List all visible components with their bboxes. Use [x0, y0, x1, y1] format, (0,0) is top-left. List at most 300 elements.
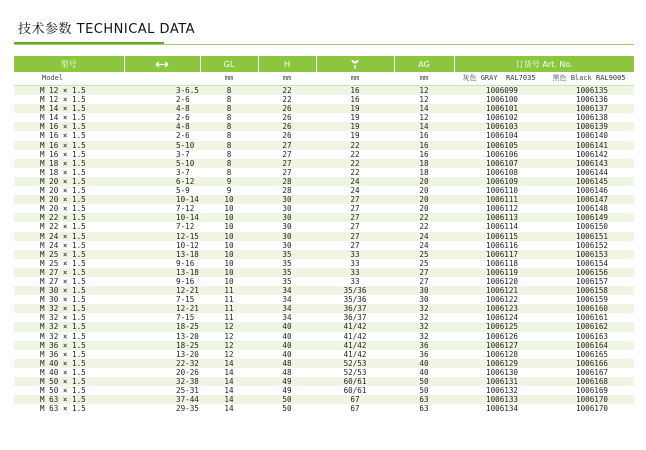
cell-gl: 11: [200, 313, 258, 322]
cell-gl: 8: [200, 95, 258, 104]
cell-model: M 32 × 1.5: [14, 322, 124, 331]
cell-model: M 50 × 1.5: [14, 386, 124, 395]
cell-model: M 24 × 1.5: [14, 241, 124, 250]
cell-art-gray: 1006111: [454, 195, 544, 204]
cell-art-black: 1006151: [544, 232, 634, 241]
table-row: [14, 86, 634, 96]
cell-model: M 30 × 1.5: [14, 286, 124, 295]
cell-h: 49: [258, 386, 316, 395]
cell-model: M 22 × 1.5: [14, 213, 124, 222]
cell-art-black: 1006136: [544, 95, 634, 104]
cell-model: M 14 × 1.5: [14, 104, 124, 113]
table-row: [14, 295, 634, 304]
cell-art-black: 1006159: [544, 295, 634, 304]
cell-ag: 14: [394, 122, 454, 131]
cell-ag: 50: [394, 386, 454, 395]
cell-h: 49: [258, 377, 316, 386]
cell-art-black: 1006146: [544, 186, 634, 195]
cell-h: 30: [258, 213, 316, 222]
cell-gl: 9: [200, 177, 258, 186]
cell-art-gray: 1006133: [454, 395, 544, 404]
cell-h: 40: [258, 350, 316, 359]
cell-art-black: 1006168: [544, 377, 634, 386]
cell-h: 35: [258, 277, 316, 286]
cell-ag: 30: [394, 286, 454, 295]
cell-art-gray: 1006122: [454, 295, 544, 304]
cell-model: M 20 × 1.5: [14, 177, 124, 186]
cell-sw: 24: [316, 177, 394, 186]
cell-h: 27: [258, 150, 316, 159]
cell-h: 35: [258, 250, 316, 259]
cell-art-gray: 1006123: [454, 304, 544, 313]
cell-ag: 24: [394, 241, 454, 250]
cell-art-gray: 1006106: [454, 150, 544, 159]
cell-ag: 27: [394, 268, 454, 277]
cell-range: 18-25: [124, 341, 200, 350]
cell-sw: 36/37: [316, 304, 394, 313]
table-row: [14, 241, 634, 250]
cell-sw: 60/61: [316, 377, 394, 386]
cell-model: M 27 × 1.5: [14, 277, 124, 286]
cell-range: 7-12: [124, 222, 200, 231]
table-row: [14, 213, 634, 222]
cell-art-black: 1006142: [544, 150, 634, 159]
cell-sw: 33: [316, 268, 394, 277]
cell-ag: 22: [394, 222, 454, 231]
cell-art-black: 1006137: [544, 104, 634, 113]
cell-ag: 27: [394, 277, 454, 286]
cell-h: 22: [258, 95, 316, 104]
cell-art-gray: 1006102: [454, 113, 544, 122]
cell-art-black: 1006154: [544, 259, 634, 268]
cell-sw: 41/42: [316, 341, 394, 350]
cell-range: 4-8: [124, 122, 200, 131]
cell-h: 50: [258, 395, 316, 404]
cell-gl: 8: [200, 104, 258, 113]
table-row: [14, 368, 634, 377]
cell-art-gray: 1006127: [454, 341, 544, 350]
cell-h: 30: [258, 204, 316, 213]
cell-range: 5-9: [124, 186, 200, 195]
header-model: 型号: [14, 56, 124, 72]
cell-gl: 11: [200, 304, 258, 313]
cell-gl: 10: [200, 250, 258, 259]
cell-ag: 25: [394, 259, 454, 268]
cell-range: 37-44: [124, 395, 200, 404]
cell-art-black: 1006170: [544, 404, 634, 413]
cell-range: 29-35: [124, 404, 200, 413]
cell-h: 22: [258, 86, 316, 96]
cell-ag: 32: [394, 304, 454, 313]
cell-range: 13-20: [124, 350, 200, 359]
header-gl: GL: [200, 56, 258, 72]
table-row: [14, 322, 634, 331]
cell-model: M 25 × 1.5: [14, 259, 124, 268]
table-row: [14, 186, 634, 195]
cell-range: 10-14: [124, 195, 200, 204]
cell-h: 28: [258, 186, 316, 195]
technical-data-table: [14, 56, 634, 413]
cell-gl: 12: [200, 332, 258, 341]
cell-range: 13-18: [124, 250, 200, 259]
table-row: [14, 141, 634, 150]
cell-art-gray: 1006113: [454, 213, 544, 222]
cell-sw: 67: [316, 395, 394, 404]
cell-h: 26: [258, 122, 316, 131]
cell-art-gray: 1006103: [454, 122, 544, 131]
cell-model: M 40 × 1.5: [14, 368, 124, 377]
cell-model: M 63 × 1.5: [14, 395, 124, 404]
cell-model: M 25 × 1.5: [14, 250, 124, 259]
cell-art-black: 1006149: [544, 213, 634, 222]
cell-sw: 19: [316, 104, 394, 113]
black-label: 黑色 Black: [552, 73, 592, 82]
cell-art-black: 1006145: [544, 177, 634, 186]
cell-h: 50: [258, 404, 316, 413]
cell-range: 6-12: [124, 177, 200, 186]
cell-sw: 60/61: [316, 386, 394, 395]
cell-art-black: 1006148: [544, 204, 634, 213]
cell-sw: 33: [316, 259, 394, 268]
cell-gl: 14: [200, 386, 258, 395]
table-row: [14, 395, 634, 404]
cell-art-gray: 1006128: [454, 350, 544, 359]
cell-ag: 12: [394, 86, 454, 96]
unit-row: [14, 72, 634, 86]
cell-gl: 11: [200, 295, 258, 304]
cell-art-gray: 1006130: [454, 368, 544, 377]
cell-sw: 22: [316, 168, 394, 177]
cell-range: 3-6.5: [124, 86, 200, 96]
cell-gl: 14: [200, 359, 258, 368]
cell-gl: 8: [200, 141, 258, 150]
table-row: [14, 268, 634, 277]
cell-range: 9-16: [124, 277, 200, 286]
cell-h: 40: [258, 332, 316, 341]
cell-h: 48: [258, 359, 316, 368]
table-row: [14, 332, 634, 341]
cell-art-gray: 1006134: [454, 404, 544, 413]
cell-gl: 8: [200, 86, 258, 96]
cell-ag: 12: [394, 113, 454, 122]
cell-art-gray: 1006109: [454, 177, 544, 186]
cell-h: 30: [258, 195, 316, 204]
cell-sw: 33: [316, 277, 394, 286]
cell-h: 48: [258, 368, 316, 377]
cell-gl: 12: [200, 322, 258, 331]
table-row: [14, 150, 634, 159]
cell-art-gray: 1006099: [454, 86, 544, 96]
cell-ag: 16: [394, 131, 454, 140]
cell-model: M 32 × 1.5: [14, 313, 124, 322]
cell-h: 40: [258, 341, 316, 350]
cell-art-black: 1006167: [544, 368, 634, 377]
cell-sw: 16: [316, 95, 394, 104]
table-row: [14, 277, 634, 286]
cell-ag: 14: [394, 104, 454, 113]
cell-h: 30: [258, 222, 316, 231]
cell-gl: 10: [200, 241, 258, 250]
cell-gl: 10: [200, 222, 258, 231]
cell-art-gray: 1006115: [454, 232, 544, 241]
cell-gl: 8: [200, 159, 258, 168]
table-row: [14, 232, 634, 241]
cell-ag: 40: [394, 359, 454, 368]
cell-range: 2-6: [124, 113, 200, 122]
cell-ag: 12: [394, 95, 454, 104]
cell-art-black: 1006160: [544, 304, 634, 313]
cell-h: 26: [258, 104, 316, 113]
cell-model: M 63 × 1.5: [14, 404, 124, 413]
cell-sw: 24: [316, 186, 394, 195]
cell-h: 26: [258, 131, 316, 140]
table-row: [14, 222, 634, 231]
cell-ag: 36: [394, 350, 454, 359]
cell-h: 40: [258, 322, 316, 331]
cell-art-black: 1006138: [544, 113, 634, 122]
unit-gray: [454, 72, 544, 86]
table-row: [14, 168, 634, 177]
table-row: [14, 95, 634, 104]
cell-gl: 10: [200, 232, 258, 241]
cell-h: 28: [258, 177, 316, 186]
cell-sw: 41/42: [316, 350, 394, 359]
cell-art-black: 1006156: [544, 268, 634, 277]
cell-art-black: 1006143: [544, 159, 634, 168]
cell-range: 5-10: [124, 141, 200, 150]
cell-h: 34: [258, 304, 316, 313]
cell-h: 35: [258, 268, 316, 277]
cell-sw: 27: [316, 232, 394, 241]
cell-ag: 16: [394, 141, 454, 150]
cell-h: 30: [258, 232, 316, 241]
cell-art-black: 1006161: [544, 313, 634, 322]
cell-range: 7-15: [124, 295, 200, 304]
cell-ag: 25: [394, 250, 454, 259]
unit-h: mm: [258, 72, 316, 86]
cell-gl: 14: [200, 395, 258, 404]
cell-range: 12-21: [124, 304, 200, 313]
cell-art-gray: 1006124: [454, 313, 544, 322]
cell-sw: 19: [316, 131, 394, 140]
table-row: [14, 304, 634, 313]
cell-model: M 20 × 1.5: [14, 195, 124, 204]
cell-h: 34: [258, 295, 316, 304]
cell-art-gray: 1006107: [454, 159, 544, 168]
cell-ag: 40: [394, 368, 454, 377]
cell-art-gray: 1006120: [454, 277, 544, 286]
cell-h: 27: [258, 168, 316, 177]
cell-art-black: 1006153: [544, 250, 634, 259]
cell-art-gray: 1006108: [454, 168, 544, 177]
cell-range: 7-12: [124, 204, 200, 213]
table-row: [14, 195, 634, 204]
cell-art-black: 1006157: [544, 277, 634, 286]
cell-art-black: 1006140: [544, 131, 634, 140]
table-row: [14, 341, 634, 350]
cell-sw: 27: [316, 195, 394, 204]
cell-model: M 32 × 1.5: [14, 332, 124, 341]
cell-sw: 27: [316, 204, 394, 213]
cell-art-gray: 1006132: [454, 386, 544, 395]
cell-art-black: 1006164: [544, 341, 634, 350]
cell-art-black: 1006162: [544, 322, 634, 331]
cell-art-black: 1006139: [544, 122, 634, 131]
gray-label: 灰色 GRAY: [462, 73, 498, 82]
cell-gl: 10: [200, 268, 258, 277]
table-row: [14, 286, 634, 295]
cell-sw: 22: [316, 150, 394, 159]
wrench-icon: [350, 59, 360, 70]
unit-ag: mm: [394, 72, 454, 86]
cell-art-gray: 1006129: [454, 359, 544, 368]
cell-gl: 8: [200, 168, 258, 177]
cell-gl: 9: [200, 186, 258, 195]
cell-ag: 32: [394, 322, 454, 331]
cell-model: M 24 × 1.5: [14, 232, 124, 241]
cell-range: 10-12: [124, 241, 200, 250]
cell-art-gray: 1006119: [454, 268, 544, 277]
cell-range: 25-31: [124, 386, 200, 395]
cell-sw: 27: [316, 222, 394, 231]
cell-model: M 20 × 1.5: [14, 186, 124, 195]
cell-h: 26: [258, 113, 316, 122]
unit-sw: mm: [316, 72, 394, 86]
cell-art-gray: 1006116: [454, 241, 544, 250]
cell-model: M 18 × 1.5: [14, 159, 124, 168]
cell-sw: 35/36: [316, 295, 394, 304]
cell-sw: 27: [316, 213, 394, 222]
cell-ag: 32: [394, 313, 454, 322]
table-row: [14, 377, 634, 386]
cell-sw: 22: [316, 141, 394, 150]
cell-range: 32-38: [124, 377, 200, 386]
cell-h: 34: [258, 313, 316, 322]
cell-sw: 52/53: [316, 359, 394, 368]
cell-gl: 10: [200, 213, 258, 222]
cell-ag: 24: [394, 232, 454, 241]
cell-gl: 14: [200, 368, 258, 377]
cell-ag: 18: [394, 168, 454, 177]
page-title: 技术参数 TECHNICAL DATA: [18, 22, 196, 37]
cell-art-gray: 1006118: [454, 259, 544, 268]
cell-art-gray: 1006105: [454, 141, 544, 150]
table-row: [14, 313, 634, 322]
cell-range: 4-8: [124, 104, 200, 113]
table-row: [14, 159, 634, 168]
cell-art-gray: 1006110: [454, 186, 544, 195]
cell-model: M 36 × 1.5: [14, 350, 124, 359]
table-row: [14, 131, 634, 140]
table-row: [14, 113, 634, 122]
cell-model: M 22 × 1.5: [14, 222, 124, 231]
unit-gl: mm: [200, 72, 258, 86]
cell-model: M 32 × 1.5: [14, 304, 124, 313]
cell-h: 27: [258, 159, 316, 168]
cell-h: 35: [258, 259, 316, 268]
cell-model: M 14 × 1.5: [14, 113, 124, 122]
cell-art-gray: 1006117: [454, 250, 544, 259]
cell-art-black: 1006141: [544, 141, 634, 150]
cell-model: M 16 × 1.5: [14, 150, 124, 159]
header-art-no: 订货号 Art. No.: [454, 56, 634, 72]
cell-model: M 16 × 1.5: [14, 131, 124, 140]
cell-art-black: 1006170: [544, 395, 634, 404]
cell-model: M 12 × 1.5: [14, 86, 124, 96]
cell-gl: 11: [200, 286, 258, 295]
cell-sw: 41/42: [316, 322, 394, 331]
cell-model: M 50 × 1.5: [14, 377, 124, 386]
cell-art-gray: 1006121: [454, 286, 544, 295]
table-row: [14, 177, 634, 186]
cell-range: 20-26: [124, 368, 200, 377]
cell-ag: 18: [394, 159, 454, 168]
cell-gl: 8: [200, 113, 258, 122]
cell-gl: 10: [200, 259, 258, 268]
cell-art-black: 1006163: [544, 332, 634, 341]
cell-sw: 33: [316, 250, 394, 259]
cell-art-gray: 1006104: [454, 131, 544, 140]
cell-model: M 16 × 1.5: [14, 141, 124, 150]
cell-ag: 63: [394, 404, 454, 413]
table-row: [14, 122, 634, 131]
title-underline: [14, 44, 634, 45]
table-row: [14, 250, 634, 259]
cell-sw: 27: [316, 241, 394, 250]
cell-art-black: 1006158: [544, 286, 634, 295]
cell-h: 34: [258, 286, 316, 295]
cell-sw: 16: [316, 86, 394, 96]
cell-sw: 19: [316, 122, 394, 131]
cell-ag: 50: [394, 377, 454, 386]
table-row: [14, 259, 634, 268]
unit-model: Model: [14, 72, 124, 86]
cell-ag: 20: [394, 204, 454, 213]
black-ral-code: RAL9005: [596, 73, 626, 82]
header-row: [14, 56, 634, 72]
cell-art-gray: 1006131: [454, 377, 544, 386]
table-row: [14, 386, 634, 395]
cell-range: 3-7: [124, 168, 200, 177]
cell-model: M 16 × 1.5: [14, 122, 124, 131]
cell-art-gray: 1006101: [454, 104, 544, 113]
cell-range: 12-15: [124, 232, 200, 241]
cell-gl: 10: [200, 277, 258, 286]
clamping-range-icon: [155, 60, 169, 69]
header-range: [124, 56, 200, 72]
cell-sw: 67: [316, 404, 394, 413]
cell-gl: 8: [200, 150, 258, 159]
table-row: [14, 104, 634, 113]
cell-model: M 30 × 1.5: [14, 295, 124, 304]
cell-model: M 12 × 1.5: [14, 95, 124, 104]
cell-range: 12-21: [124, 286, 200, 295]
cell-range: 3-7: [124, 150, 200, 159]
cell-ag: 20: [394, 195, 454, 204]
cell-range: 9-16: [124, 259, 200, 268]
cell-gl: 12: [200, 341, 258, 350]
cell-art-gray: 1006114: [454, 222, 544, 231]
cell-art-black: 1006152: [544, 241, 634, 250]
cell-range: 13-18: [124, 268, 200, 277]
cell-model: M 20 × 1.5: [14, 204, 124, 213]
cell-art-black: 1006144: [544, 168, 634, 177]
cell-sw: 35/36: [316, 286, 394, 295]
cell-h: 27: [258, 141, 316, 150]
header-h: H: [258, 56, 316, 72]
cell-art-black: 1006147: [544, 195, 634, 204]
cell-model: M 18 × 1.5: [14, 168, 124, 177]
